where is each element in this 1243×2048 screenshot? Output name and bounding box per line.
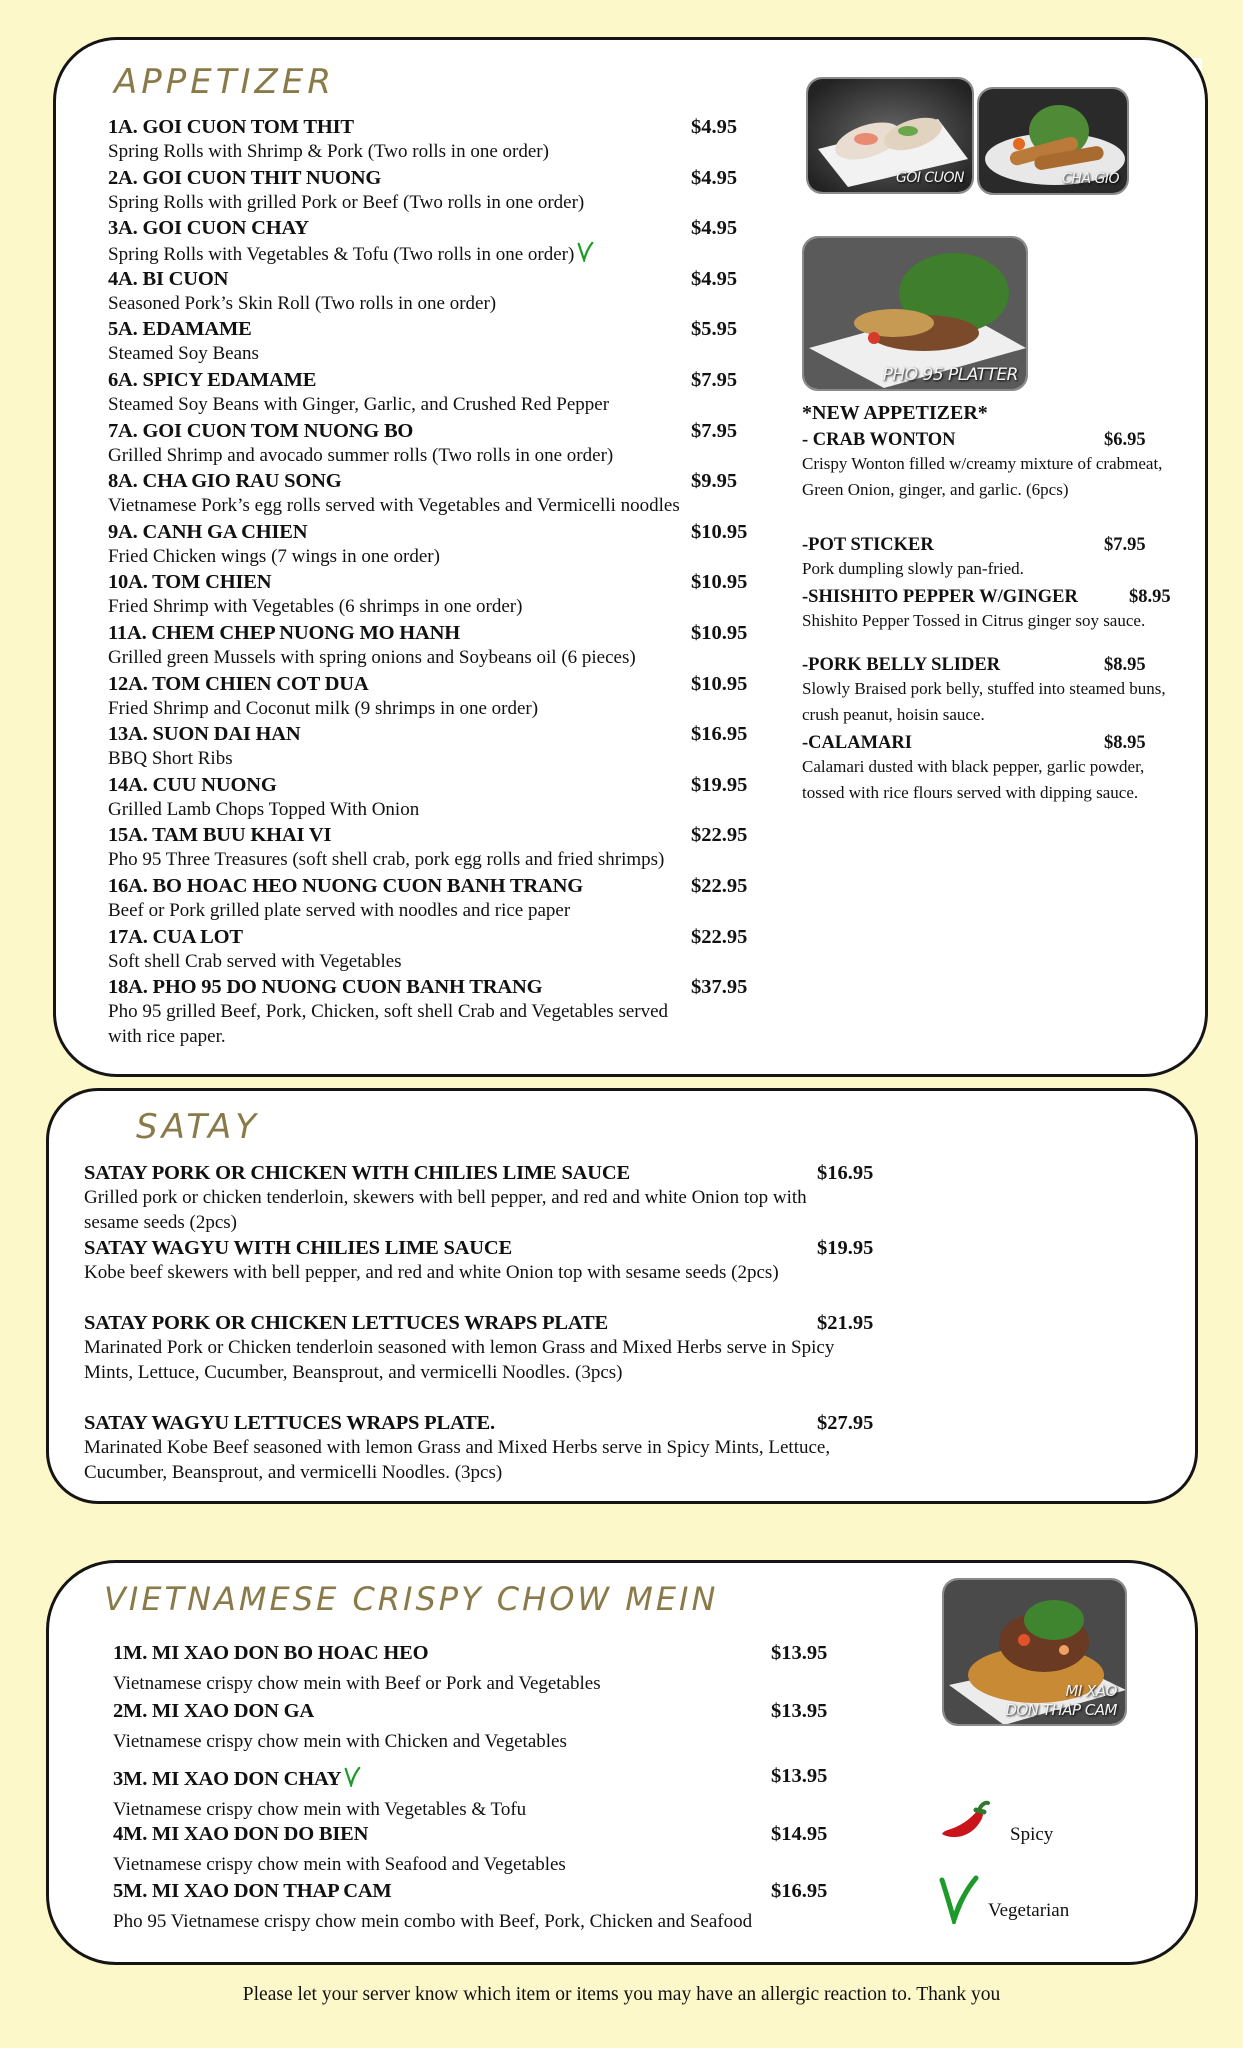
item-name: SATAY WAGYU WITH CHILIES LIME SAUCE bbox=[84, 1237, 512, 1259]
item-price: $10.95 bbox=[691, 520, 748, 543]
menu-item bbox=[108, 419, 738, 468]
mi-xao-caption bbox=[1005, 1682, 1117, 1720]
new-item-description: Shishito Pepper Tossed in Citrus ginger soy sauce. bbox=[802, 611, 1146, 630]
new-item-name: -PORK BELLY SLIDER bbox=[802, 655, 1001, 675]
vegetarian-leaf-icon bbox=[936, 1872, 980, 1924]
item-name: 9A. CANH GA CHIEN bbox=[108, 520, 308, 543]
vegetarian-label: Vegetarian bbox=[988, 1900, 1070, 1921]
menu-item bbox=[84, 1237, 874, 1285]
item-name: 13A. SUON DAI HAN bbox=[108, 723, 301, 746]
item-price: $4.95 bbox=[691, 217, 738, 240]
item-description: Vietnamese crispy chow mein with Vegetables & Tofu bbox=[113, 1799, 527, 1820]
item-description: Vietnamese Pork’s egg rolls served with Vegetables and Vermicelli noodles bbox=[108, 495, 680, 517]
menu-item bbox=[108, 925, 748, 974]
item-description: Spring Rolls with grilled Pork or Beef (Two rolls in one order) bbox=[108, 191, 585, 213]
item-name: SATAY PORK OR CHICKEN LETTUCES WRAPS PLATE bbox=[84, 1312, 608, 1334]
item-name: 10A. TOM CHIEN bbox=[108, 571, 272, 594]
new-item-name: -POT STICKER bbox=[802, 535, 934, 555]
item-description: Fried Shrimp with Vegetables (6 shrimps in one order) bbox=[108, 596, 523, 618]
new-appetizer-item bbox=[802, 587, 1177, 634]
item-description: Kobe beef skewers with bell pepper, and red and white Onion top with sesame seeds (2pcs) bbox=[84, 1262, 779, 1283]
item-description: Soft shell Crab served with Vegetables bbox=[108, 950, 402, 972]
menu-item bbox=[113, 1699, 828, 1754]
new-item-name: -CALAMARI bbox=[802, 733, 912, 753]
allergy-footer: Please let your server know which item or items you may have an allergic reaction to. Thank you bbox=[242, 1984, 1001, 2005]
item-price: $22.95 bbox=[691, 824, 748, 847]
item-price: $27.95 bbox=[817, 1412, 874, 1434]
item-description-line2: Mints, Lettuce, Cucumber, Beansprout, and vermicelli Noodles. (3pcs) bbox=[84, 1362, 623, 1383]
item-price: $14.95 bbox=[771, 1822, 828, 1845]
item-description: Fried Chicken wings (7 wings in one order) bbox=[108, 545, 440, 567]
item-description: Pho 95 Vietnamese crispy chow mein combo with Beef, Pork, Chicken and Seafood bbox=[113, 1911, 753, 1932]
item-price: $10.95 bbox=[691, 622, 748, 644]
item-name: 4M. MI XAO DON DO BIEN bbox=[113, 1822, 369, 1845]
menu-item bbox=[84, 1312, 874, 1385]
new-item-name: - CRAB WONTON bbox=[802, 430, 956, 450]
menu-item bbox=[113, 1765, 828, 1822]
new-appetizer-item bbox=[802, 655, 1177, 728]
item-price: $13.95 bbox=[771, 1699, 828, 1722]
item-description: Vietnamese crispy chow mein with Chicken and Vegetables bbox=[113, 1730, 567, 1752]
item-name: 6A. SPICY EDAMAME bbox=[108, 369, 317, 391]
menu-item bbox=[108, 875, 748, 923]
cha-gio-caption: CHA GIO bbox=[1062, 171, 1119, 187]
item-description: Grilled pork or chicken tenderloin, skewers with bell pepper, and red and white Onion top with bbox=[84, 1187, 807, 1208]
item-description: Seasoned Pork’s Skin Roll (Two rolls in one order) bbox=[108, 292, 497, 314]
menu-item bbox=[108, 267, 738, 316]
item-name: 2M. MI XAO DON GA bbox=[113, 1699, 315, 1722]
item-description-line2: with rice paper. bbox=[108, 1026, 226, 1048]
menu-item bbox=[113, 1642, 828, 1696]
menu-item bbox=[108, 116, 738, 164]
item-price: $16.95 bbox=[771, 1880, 828, 1902]
item-price: $37.95 bbox=[691, 976, 748, 999]
item-name: SATAY PORK OR CHICKEN WITH CHILIES LIME SAUCE bbox=[84, 1162, 630, 1184]
item-price: $7.95 bbox=[691, 369, 738, 391]
vegetarian-icon bbox=[576, 240, 594, 262]
vegetarian-legend bbox=[936, 1872, 1070, 1929]
item-description: Beef or Pork grilled plate served with noodles and rice paper bbox=[108, 900, 571, 921]
appetizer-title: APPETIZER bbox=[114, 62, 335, 102]
menu-item bbox=[108, 976, 748, 1049]
chow-mein-title: VIETNAMESE CRISPY CHOW MEIN bbox=[104, 1580, 719, 1618]
menu-item bbox=[108, 470, 738, 518]
item-price: $5.95 bbox=[691, 318, 738, 341]
item-description: BBQ Short Ribs bbox=[108, 748, 233, 770]
pho-95-platter-photo bbox=[802, 236, 1028, 391]
new-item-name: -SHISHITO PEPPER W/GINGER bbox=[802, 587, 1078, 607]
chili-icon bbox=[936, 1800, 992, 1846]
menu-item bbox=[108, 672, 748, 721]
item-price: $16.95 bbox=[691, 723, 748, 746]
satay-title: SATAY bbox=[136, 1107, 261, 1147]
item-name: 4A. BI CUON bbox=[108, 267, 229, 290]
spicy-label: Spicy bbox=[1010, 1824, 1054, 1845]
menu-item bbox=[84, 1412, 874, 1485]
menu-item bbox=[108, 571, 748, 619]
new-item-price: $8.95 bbox=[1129, 587, 1171, 607]
item-name: 18A. PHO 95 DO NUONG CUON BANH TRANG bbox=[108, 976, 543, 999]
menu-item bbox=[108, 166, 738, 215]
item-description: Marinated Pork or Chicken tenderloin seasoned with lemon Grass and Mixed Herbs serve in Spicy bbox=[84, 1337, 835, 1358]
item-price: $4.95 bbox=[691, 166, 738, 189]
menu-item bbox=[108, 369, 738, 417]
item-description-line2: Cucumber, Beansprout, and vermicelli Noodles. (3pcs) bbox=[84, 1462, 503, 1483]
menu-item bbox=[108, 824, 748, 872]
item-description: Steamed Soy Beans bbox=[108, 343, 259, 365]
item-description: Spring Rolls with Vegetables & Tofu (Two rolls in one order) bbox=[108, 240, 594, 267]
menu-item bbox=[108, 217, 738, 267]
item-price: $16.95 bbox=[817, 1162, 874, 1184]
item-description: Pho 95 grilled Beef, Pork, Chicken, soft shell Crab and Vegetables served bbox=[108, 1001, 669, 1023]
vegetarian-icon bbox=[343, 1765, 361, 1787]
item-price: $9.95 bbox=[691, 470, 738, 493]
menu-item bbox=[113, 1880, 828, 1934]
item-name: 14A. CUU NUONG bbox=[108, 773, 277, 796]
item-price: $13.95 bbox=[771, 1765, 828, 1787]
new-item-price: $7.95 bbox=[1104, 535, 1146, 555]
mi-xao-photo bbox=[942, 1578, 1127, 1726]
item-name: 2A. GOI CUON THIT NUONG bbox=[108, 166, 382, 189]
item-name: 5A. EDAMAME bbox=[108, 318, 252, 341]
item-name: SATAY WAGYU LETTUCES WRAPS PLATE. bbox=[84, 1412, 495, 1434]
mi-xao-caption-line2: DON THAP CAM bbox=[1005, 1701, 1117, 1719]
new-appetizer-item bbox=[802, 430, 1177, 503]
item-description: Fried Shrimp and Coconut milk (9 shrimps in one order) bbox=[108, 697, 539, 719]
item-price: $21.95 bbox=[817, 1312, 874, 1334]
new-item-description: Slowly Braised pork belly, stuffed into steamed buns, crush peanut, hoisin sauce. bbox=[802, 679, 1166, 724]
item-price: $4.95 bbox=[691, 267, 738, 290]
item-name: 8A. CHA GIO RAU SONG bbox=[108, 470, 342, 493]
menu-item bbox=[84, 1162, 874, 1235]
new-appetizer-heading: *NEW APPETIZER* bbox=[802, 402, 988, 424]
menu-item bbox=[113, 1822, 828, 1877]
item-name: 5M. MI XAO DON THAP CAM bbox=[113, 1880, 392, 1902]
item-name: 3M. MI XAO DON CHAY bbox=[113, 1765, 526, 1791]
menu-item bbox=[108, 318, 738, 366]
new-item-price: $8.95 bbox=[1104, 733, 1146, 753]
item-description: Grilled Lamb Chops Topped With Onion bbox=[108, 798, 420, 820]
item-price: $10.95 bbox=[691, 571, 748, 594]
item-price: $19.95 bbox=[691, 773, 748, 796]
menu-item bbox=[108, 773, 748, 822]
item-description: Vietnamese crispy chow mein with Seafood and Vegetables bbox=[113, 1853, 566, 1875]
item-description: Pho 95 Three Treasures (soft shell crab, pork egg rolls and fried shrimps) bbox=[108, 849, 665, 871]
new-item-price: $8.95 bbox=[1104, 655, 1146, 675]
new-appetizer-item bbox=[802, 535, 1177, 582]
menu-item bbox=[108, 520, 748, 569]
item-name: 15A. TAM BUU KHAI VI bbox=[108, 824, 332, 847]
mi-xao-caption-line1: MI XAO bbox=[1065, 1682, 1117, 1700]
goi-cuon-caption: GOI CUON bbox=[896, 170, 964, 186]
item-name: 16A. BO HOAC HEO NUONG CUON BANH TRANG bbox=[108, 875, 583, 897]
item-description: Vietnamese crispy chow mein with Beef or Pork and Vegetables bbox=[113, 1673, 601, 1694]
item-price: $7.95 bbox=[691, 419, 738, 442]
item-price: $22.95 bbox=[691, 925, 748, 948]
item-price: $4.95 bbox=[691, 116, 738, 138]
item-name: 3A. GOI CUON CHAY bbox=[108, 217, 309, 240]
cha-gio-photo bbox=[977, 87, 1129, 195]
item-price: $10.95 bbox=[691, 672, 748, 695]
goi-cuon-photo bbox=[806, 77, 974, 194]
item-description: Marinated Kobe Beef seasoned with lemon Grass and Mixed Herbs serve in Spicy Mints, Lettuce, bbox=[84, 1437, 831, 1458]
item-description: Spring Rolls with Shrimp & Pork (Two rolls in one order) bbox=[108, 141, 549, 162]
item-price: $19.95 bbox=[817, 1237, 874, 1259]
menu-item bbox=[108, 723, 748, 771]
menu-item bbox=[108, 622, 748, 670]
spicy-legend bbox=[936, 1800, 1054, 1851]
item-description: Steamed Soy Beans with Ginger, Garlic, and Crushed Red Pepper bbox=[108, 394, 610, 415]
item-name: 1A. GOI CUON TOM THIT bbox=[108, 116, 354, 138]
item-description: Grilled Shrimp and avocado summer rolls (Two rolls in one order) bbox=[108, 444, 614, 466]
item-description-line2: sesame seeds (2pcs) bbox=[84, 1212, 238, 1233]
new-appetizer-item bbox=[802, 733, 1177, 806]
item-price: $13.95 bbox=[771, 1642, 828, 1664]
new-item-description: Calamari dusted with black pepper, garlic powder, tossed with rice flours served with dipping sauce. bbox=[802, 757, 1145, 802]
new-item-description: Crispy Wonton filled w/creamy mixture of crabmeat, Green Onion, ginger, and garlic. (6pcs) bbox=[802, 454, 1163, 499]
item-name: 7A. GOI CUON TOM NUONG BO bbox=[108, 419, 414, 442]
pho-95-platter-caption: PHO 95 PLATTER bbox=[882, 365, 1018, 385]
item-description: Grilled green Mussels with spring onions and Soybeans oil (6 pieces) bbox=[108, 647, 636, 668]
item-name: 11A. CHEM CHEP NUONG MO HANH bbox=[108, 622, 461, 644]
item-name: 1M. MI XAO DON BO HOAC HEO bbox=[113, 1642, 429, 1664]
item-name: 12A. TOM CHIEN COT DUA bbox=[108, 672, 369, 695]
item-price: $22.95 bbox=[691, 875, 748, 897]
item-name: 17A. CUA LOT bbox=[108, 925, 243, 948]
new-item-price: $6.95 bbox=[1104, 430, 1146, 450]
new-item-description: Pork dumpling slowly pan-fried. bbox=[802, 559, 1024, 578]
